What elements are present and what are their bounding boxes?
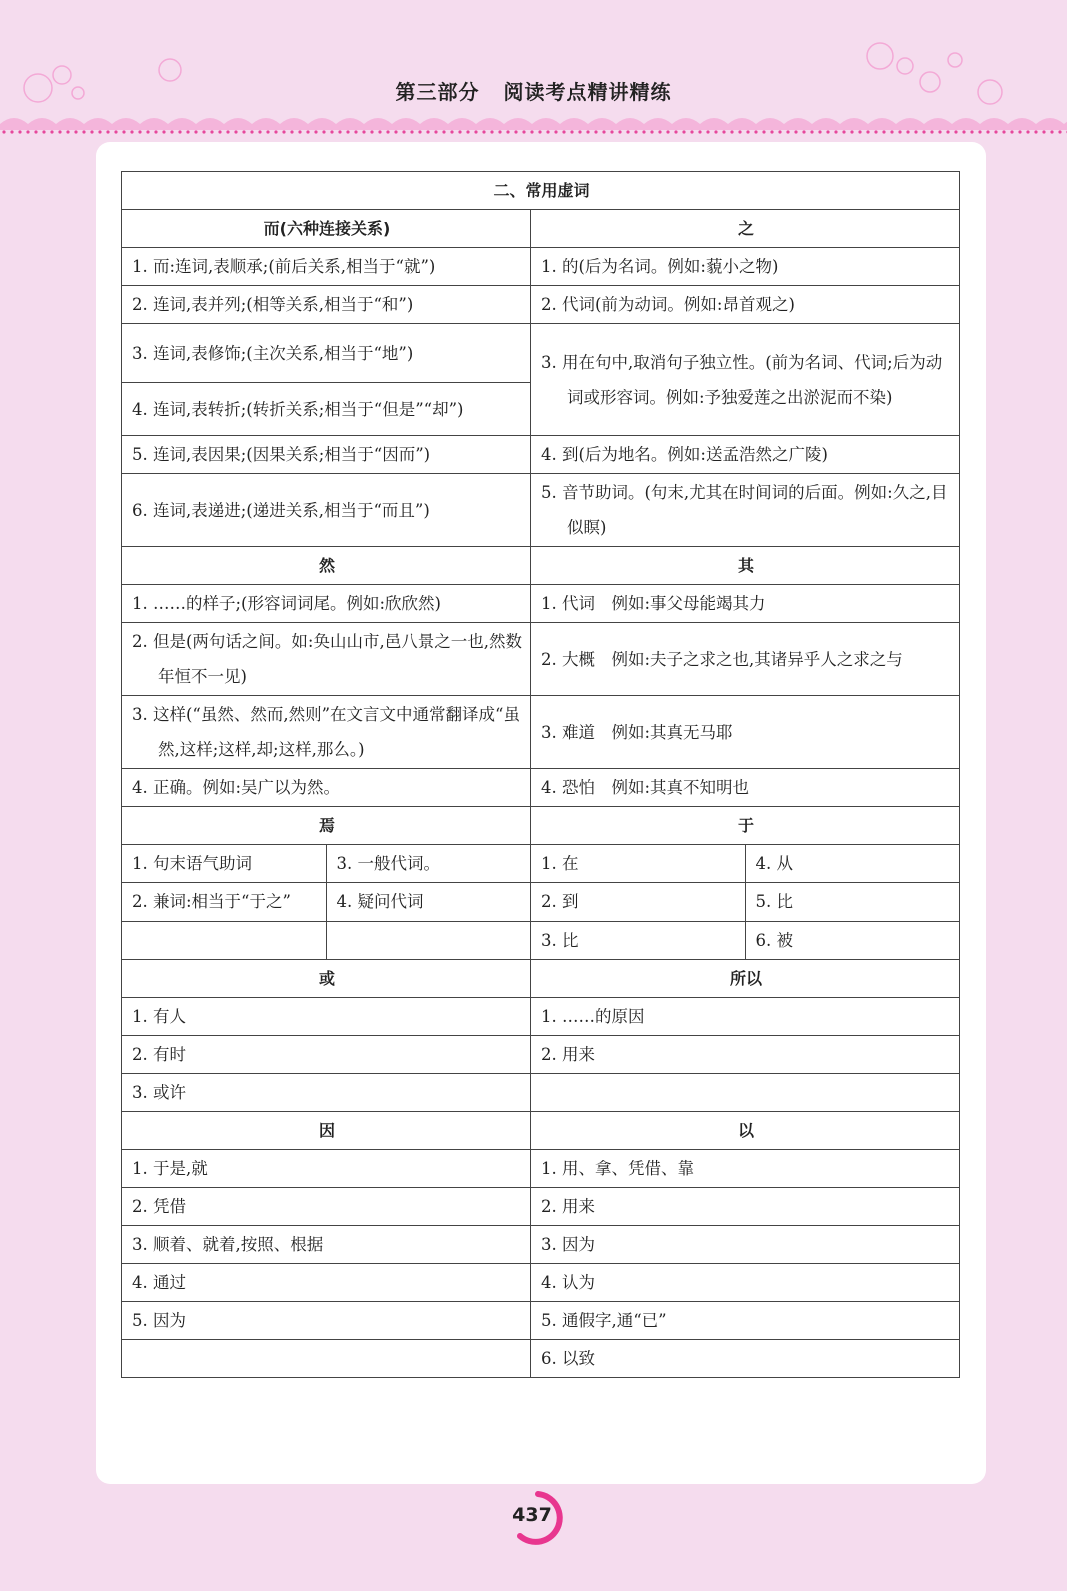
table-title: 二、常用虚词 — [122, 172, 960, 210]
qi-heading: 其 — [531, 547, 960, 585]
huo-item-2: 2. 有时 — [122, 1036, 531, 1074]
yu-item-1: 1. 在 — [531, 845, 745, 883]
yu-subgrid — [531, 845, 960, 960]
er-item-4: 4. 连词,表转折;(转折关系;相当于“但是”“却”) — [122, 383, 531, 436]
yi-heading: 以 — [531, 1112, 960, 1150]
yan-heading: 焉 — [122, 807, 531, 845]
suoyi-heading: 所以 — [531, 960, 960, 998]
yan-subtable — [122, 845, 530, 959]
zhi-item-5: 5. 音节助词。(句末,尤其在时间词的后面。例如:久之,目似瞑) — [531, 474, 960, 547]
ran-heading: 然 — [122, 547, 531, 585]
yu-item-5: 5. 比 — [745, 883, 959, 921]
huo-heading: 或 — [122, 960, 531, 998]
part-label: 第三部分 — [395, 80, 480, 104]
suoyi-empty-cell — [531, 1074, 960, 1112]
yan-item-4: 4. 疑问代词 — [326, 883, 530, 921]
yi-item-5: 5. 通假字,通“已” — [531, 1302, 960, 1340]
ran-item-2: 2. 但是(两句话之间。如:奂山山市,邑八景之一也,然数年恒不一见) — [122, 623, 531, 696]
yu-subtable — [531, 845, 959, 959]
yi-item-3: 3. 因为 — [531, 1226, 960, 1264]
scalloped-band-decoration — [0, 112, 1067, 136]
ran-item-4: 4. 正确。例如:吴广以为然。 — [122, 769, 531, 807]
yin-item-4: 4. 通过 — [122, 1264, 531, 1302]
yi-item-4: 4. 认为 — [531, 1264, 960, 1302]
er-heading: 而(六种连接关系) — [122, 210, 531, 248]
er-item-3: 3. 连词,表修饰;(主次关系,相当于“地”) — [122, 324, 531, 383]
yi-item-6: 6. 以致 — [531, 1340, 960, 1378]
yu-item-4: 4. 从 — [745, 845, 959, 883]
section-title: 阅读考点精讲精练 — [503, 80, 672, 104]
yan-empty-cell — [122, 921, 326, 959]
yin-item-3: 3. 顺着、就着,按照、根据 — [122, 1226, 531, 1264]
zhi-item-1: 1. 的(后为名词。例如:藐小之物) — [531, 248, 960, 286]
zhi-item-3: 3. 用在句中,取消句子独立性。(前为名词、代词;后为动词或形容词。例如:予独爱莲之出淤泥而不染) — [531, 324, 960, 436]
yi-item-2: 2. 用来 — [531, 1188, 960, 1226]
qi-item-4: 4. 恐怕 例如:其真不知明也 — [531, 769, 960, 807]
er-item-5: 5. 连词,表因果;(因果关系;相当于“因而”) — [122, 436, 531, 474]
yin-heading: 因 — [122, 1112, 531, 1150]
ran-item-3: 3. 这样(“虽然、然而,然则”在文言文中通常翻译成“虽然,这样;这样,却;这样,那么。) — [122, 696, 531, 769]
huo-item-3: 3. 或许 — [122, 1074, 531, 1112]
yan-subgrid — [122, 845, 531, 960]
er-item-6: 6. 连词,表递进;(递进关系,相当于“而且”) — [122, 474, 531, 547]
yin-item-5: 5. 因为 — [122, 1302, 531, 1340]
yan-item-2: 2. 兼词:相当于“于之” — [122, 883, 326, 921]
yu-item-3: 3. 比 — [531, 921, 745, 959]
function-words-table — [121, 171, 960, 1378]
suoyi-item-1: 1. ……的原因 — [531, 998, 960, 1036]
zhi-heading: 之 — [531, 210, 960, 248]
ran-item-1: 1. ……的样子;(形容词词尾。例如:欣欣然) — [122, 585, 531, 623]
yin-empty-cell — [122, 1340, 531, 1378]
zhi-item-4: 4. 到(后为地名。例如:送孟浩然之广陵) — [531, 436, 960, 474]
page-header — [0, 0, 1067, 135]
yi-item-1: 1. 用、拿、凭借、靠 — [531, 1150, 960, 1188]
qi-item-3: 3. 难道 例如:其真无马耶 — [531, 696, 960, 769]
er-item-1: 1. 而:连词,表顺承;(前后关系,相当于“就”) — [122, 248, 531, 286]
yu-heading: 于 — [531, 807, 960, 845]
huo-item-1: 1. 有人 — [122, 998, 531, 1036]
yan-item-1: 1. 句末语气助词 — [122, 845, 326, 883]
yu-item-6: 6. 被 — [745, 921, 959, 959]
yan-empty-cell — [326, 921, 530, 959]
zhi-item-2: 2. 代词(前为动词。例如:昂首观之) — [531, 286, 960, 324]
yin-item-1: 1. 于是,就 — [122, 1150, 531, 1188]
qi-item-2: 2. 大概 例如:夫子之求之也,其诸异乎人之求之与 — [531, 623, 960, 696]
yin-item-2: 2. 凭借 — [122, 1188, 531, 1226]
suoyi-item-2: 2. 用来 — [531, 1036, 960, 1074]
page-number: 437 — [512, 1504, 552, 1526]
yu-item-2: 2. 到 — [531, 883, 745, 921]
er-item-2: 2. 连词,表并列;(相等关系,相当于“和”) — [122, 286, 531, 324]
qi-item-1: 1. 代词 例如:事父母能竭其力 — [531, 585, 960, 623]
page-title — [0, 76, 1067, 105]
yan-item-3: 3. 一般代词。 — [326, 845, 530, 883]
